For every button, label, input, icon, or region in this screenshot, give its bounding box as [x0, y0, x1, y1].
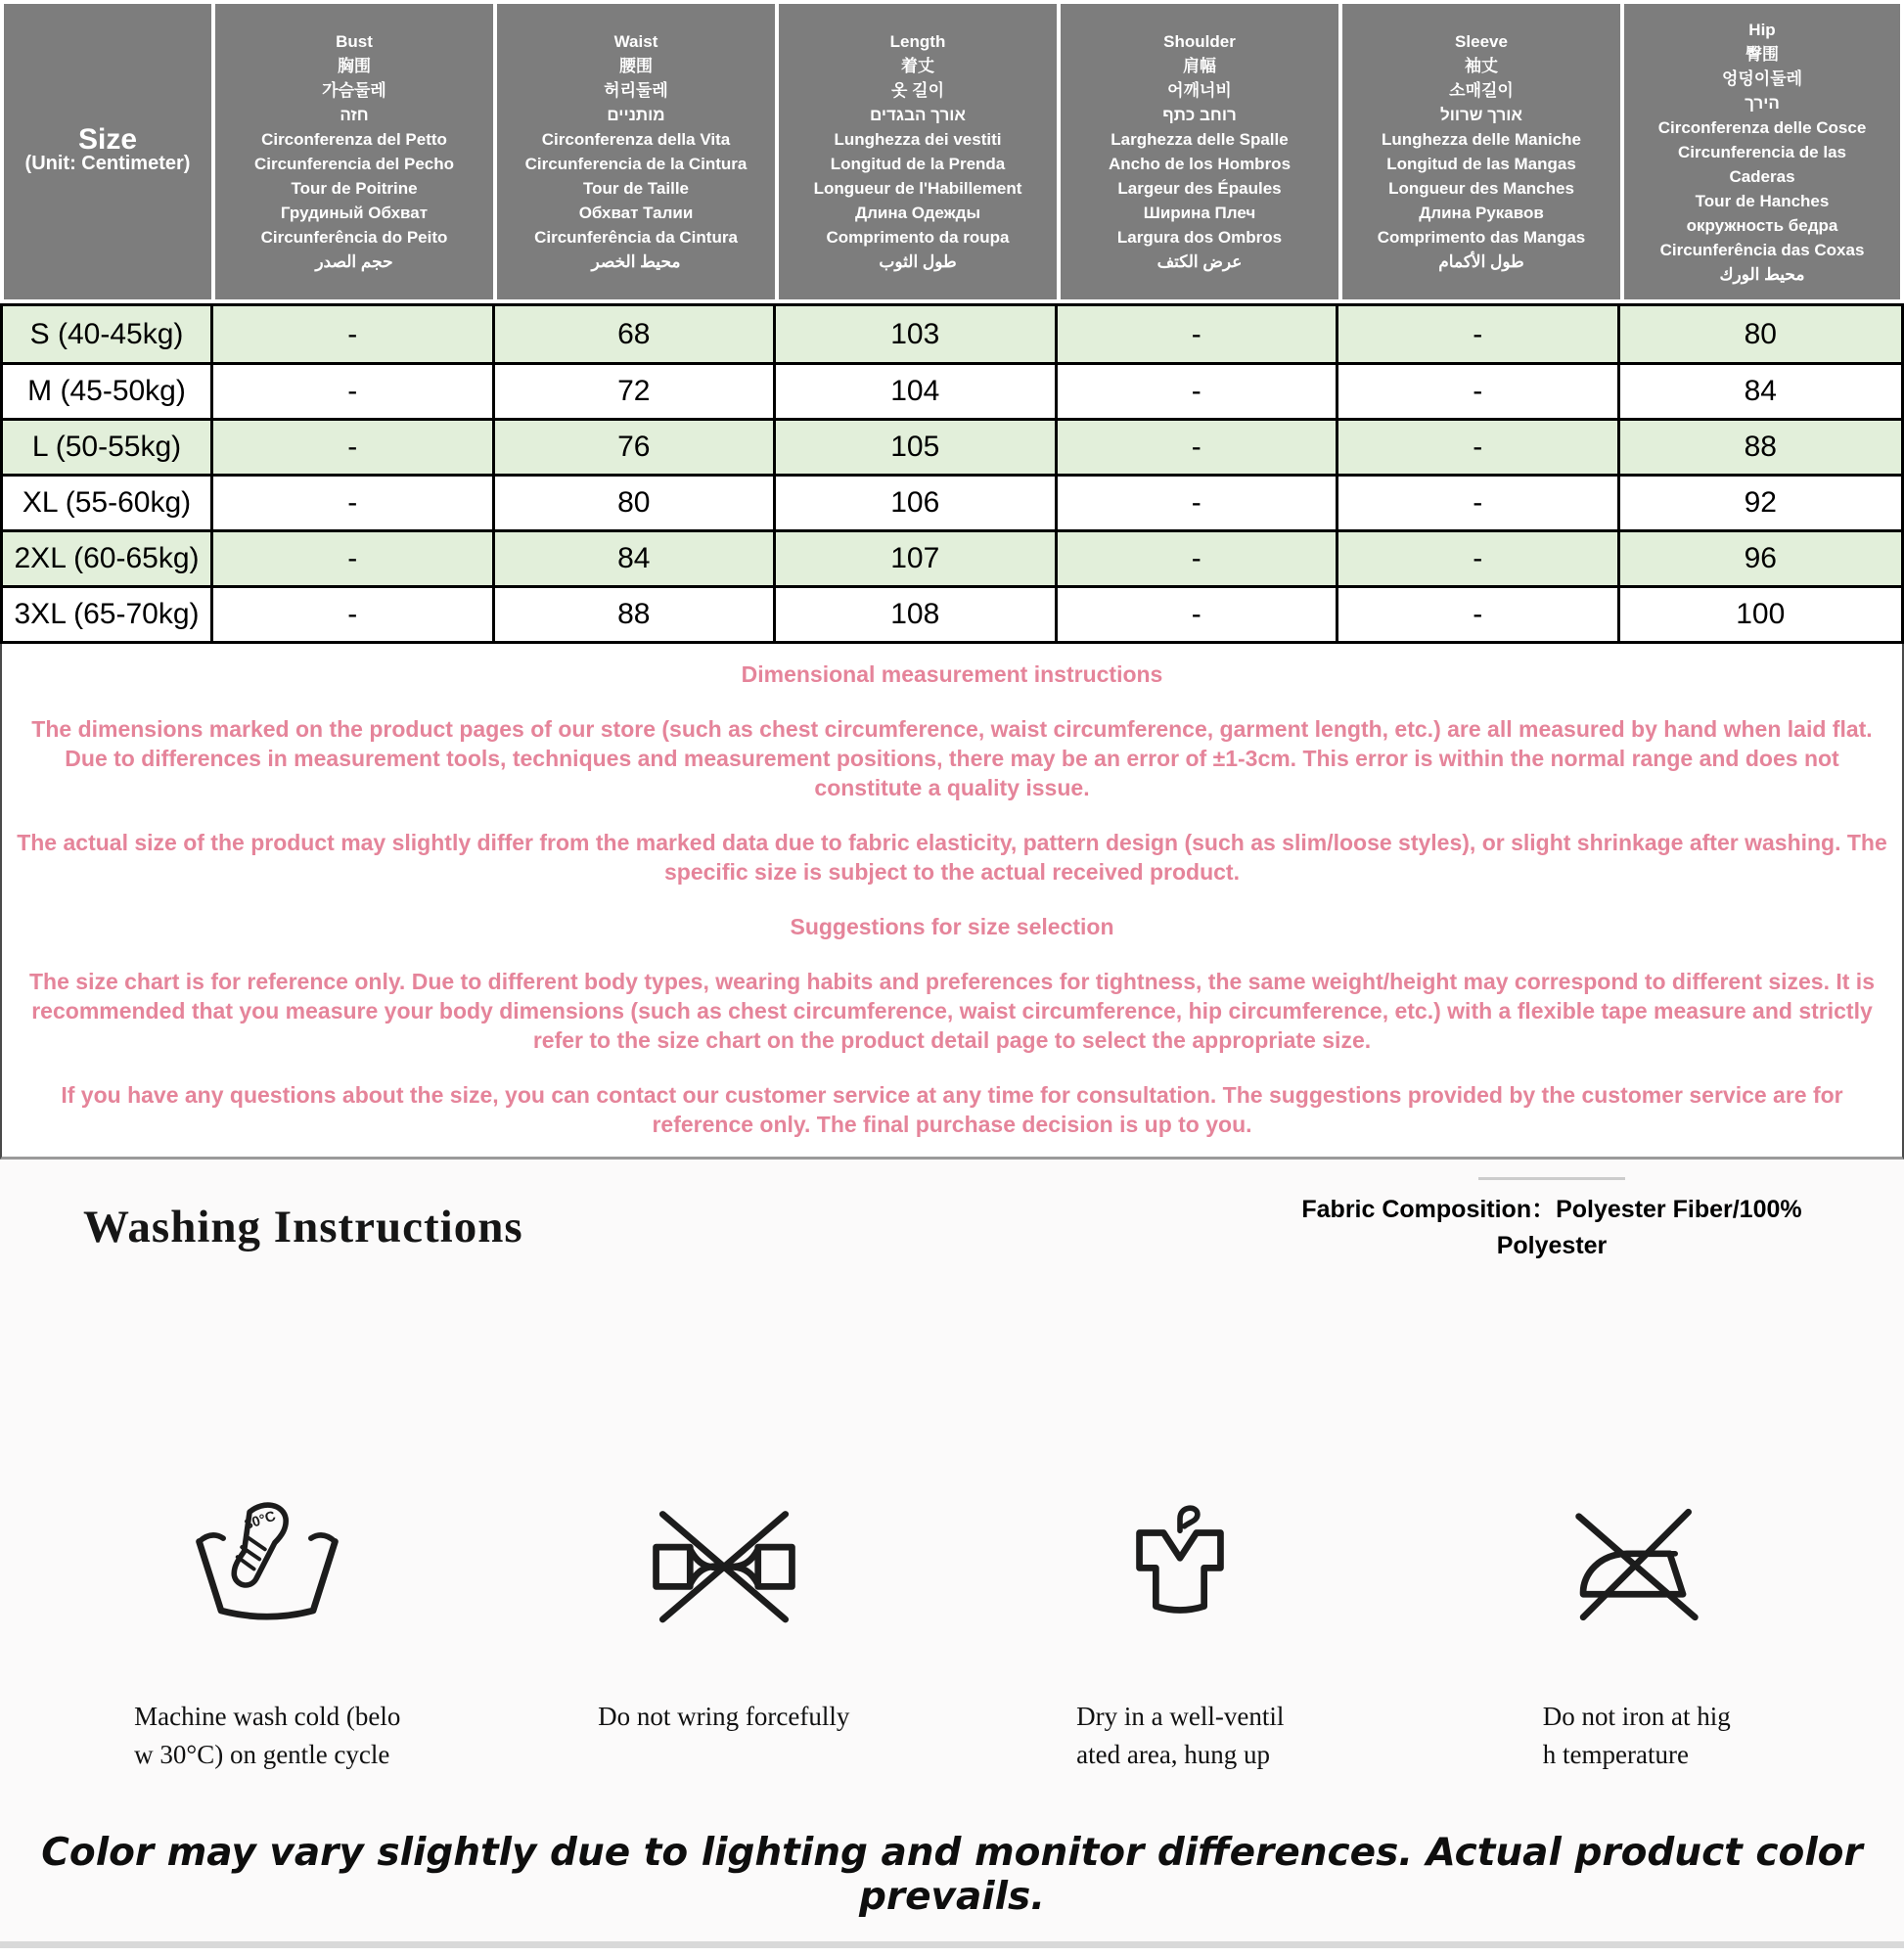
shoulder-value: - — [1058, 529, 1339, 585]
header-line: Длина Рукавов — [1419, 204, 1544, 222]
shoulder-value: - — [1058, 585, 1339, 641]
column-header-length — [779, 4, 1057, 299]
header-line: Bust — [336, 32, 373, 51]
header-line: Larghezza delle Spalle — [1111, 130, 1289, 149]
hip-value: 88 — [1620, 418, 1902, 474]
fabric-composition-line: Fabric Composition：Polyester Fiber/100% — [1301, 1196, 1802, 1223]
header-line: Tour de Hanches — [1695, 191, 1830, 210]
header-line: Circonferenza delle Cosce — [1657, 117, 1867, 137]
header-line: Обхват Талии — [578, 204, 694, 222]
waist-value: 76 — [495, 418, 777, 474]
table-body — [0, 303, 1904, 644]
shoulder-value: - — [1058, 306, 1339, 362]
hang-dry-icon — [1098, 1482, 1262, 1647]
hip-value: 100 — [1620, 585, 1902, 641]
header-line: Circunferencia de las — [1678, 142, 1846, 161]
header-line: Circonferenza della Vita — [541, 130, 731, 149]
column-header-size — [4, 4, 211, 299]
header-line: Ancho de los Hombros — [1108, 155, 1292, 173]
size-header-title: Size — [77, 123, 138, 156]
header-line: Грудиный Обхват — [280, 204, 429, 222]
sleeve-value: - — [1338, 362, 1620, 418]
header-line: 옷 길이 — [891, 81, 944, 100]
do-not-wring-icon — [642, 1482, 806, 1647]
length-value: 105 — [776, 418, 1058, 474]
divider-dash — [1478, 1177, 1625, 1180]
column-header-waist — [497, 4, 775, 299]
header-line: Lunghezza dei vestiti — [834, 130, 1002, 149]
sleeve-value: - — [1338, 306, 1620, 362]
bust-value: - — [213, 529, 495, 585]
sleeve-value: - — [1338, 529, 1620, 585]
header-line: Circunferência das Coxas — [1659, 240, 1865, 259]
column-header-bust — [215, 4, 493, 299]
header-line: חזה — [340, 106, 369, 124]
header-line: Lunghezza delle Maniche — [1381, 130, 1582, 149]
notes-section — [0, 644, 1904, 1160]
header-line: محيط الخصر — [591, 252, 681, 271]
header-line: 어깨너비 — [1167, 81, 1232, 100]
sleeve-value: - — [1338, 474, 1620, 529]
header-line: Longitud de la Prenda — [830, 155, 1006, 173]
header-line: Waist — [613, 32, 658, 51]
care-item-do-not-wring — [514, 1482, 934, 1774]
header-line: طول الأكمام — [1438, 252, 1524, 271]
header-line: 엉덩이둘레 — [1721, 68, 1803, 88]
header-line: окружность бедра — [1686, 215, 1838, 235]
table-header-row — [0, 0, 1904, 303]
header-line: Длина Одежды — [855, 204, 980, 222]
measurement-paragraph-2: The actual size of the product may slightly differ from the marked data due to fabric elasticity, pattern design (such as slim/loose styles), or slight shrinkage after washing. The specific size is subject to the actual received product. — [17, 830, 1887, 885]
table-row-l — [3, 418, 1901, 474]
header-line: אורך הבגדים — [870, 106, 966, 124]
care-item-machine-wash — [57, 1482, 477, 1774]
hip-value: 96 — [1620, 529, 1902, 585]
machine-wash-cold-icon — [185, 1482, 349, 1647]
shoulder-value: - — [1058, 418, 1339, 474]
size-cell: L (50-55kg) — [3, 418, 213, 474]
size-cell: M (45-50kg) — [3, 362, 213, 418]
sleeve-value: - — [1338, 585, 1620, 641]
care-caption-machine-wash — [134, 1698, 400, 1774]
column-header-hip — [1624, 4, 1900, 299]
caption-line: ated area, hung up — [1076, 1740, 1271, 1769]
header-line: אורך שרוול — [1440, 106, 1522, 124]
table-row-3xl — [3, 585, 1901, 641]
care-icons-row — [0, 1482, 1904, 1774]
size-header-unit: (Unit: Centimeter) — [24, 153, 191, 174]
header-line: Ширина Плеч — [1143, 204, 1256, 222]
care-caption-do-not-wring — [598, 1698, 849, 1736]
care-item-do-not-iron — [1427, 1482, 1847, 1774]
caption-line: h temperature — [1542, 1740, 1689, 1769]
header-line: حجم الصدر — [315, 252, 393, 271]
size-selection-paragraph-2: If you have any questions about the size, you can contact our customer service at any time for consultation. The suggestions provided by the customer service are for reference only. The final purchase decision is up to you. — [61, 1082, 1843, 1137]
waist-value: 84 — [495, 529, 777, 585]
header-line: Tour de Taille — [583, 179, 689, 198]
fabric-composition — [1258, 1177, 1845, 1264]
header-line: Comprimento da roupa — [826, 228, 1010, 247]
color-disclaimer: Color may vary slightly due to lighting and monitor differences. Actual product color prevails. — [41, 1831, 1863, 1919]
washing-section — [0, 1160, 1904, 1948]
bottom-bar — [0, 1941, 1904, 1948]
header-line: Circunferencia del Pecho — [253, 155, 455, 173]
bust-value: - — [213, 306, 495, 362]
header-line: Comprimento das Mangas — [1377, 228, 1586, 247]
do-not-iron-icon — [1555, 1482, 1719, 1647]
header-line: 胸围 — [338, 57, 371, 75]
bust-value: - — [213, 418, 495, 474]
waist-value: 72 — [495, 362, 777, 418]
size-cell: XL (55-60kg) — [3, 474, 213, 529]
bust-value: - — [213, 474, 495, 529]
header-line: Circunferência do Peito — [260, 228, 448, 247]
table-row-2xl — [3, 529, 1901, 585]
header-line: Circunferencia de la Cintura — [524, 155, 748, 173]
header-line: Caderas — [1729, 166, 1795, 186]
header-line: 着丈 — [901, 57, 934, 75]
header-line: Circonferenza del Petto — [261, 130, 447, 149]
care-caption-do-not-iron — [1543, 1698, 1731, 1774]
fabric-composition-line: Polyester — [1496, 1232, 1608, 1259]
column-header-sleeve — [1342, 4, 1620, 299]
column-header-shoulder — [1061, 4, 1338, 299]
header-line: 肩幅 — [1183, 57, 1216, 75]
header-line: عرض الكتف — [1156, 252, 1243, 271]
hip-value: 84 — [1620, 362, 1902, 418]
waist-value: 80 — [495, 474, 777, 529]
hip-value: 92 — [1620, 474, 1902, 529]
header-line: רוחב כתף — [1162, 106, 1237, 124]
caption-line: Machine wash cold (belo — [134, 1702, 401, 1731]
table-row-xl — [3, 474, 1901, 529]
header-line: طول الثوب — [879, 252, 957, 271]
shoulder-value: - — [1058, 474, 1339, 529]
caption-line: w 30°C) on gentle cycle — [134, 1740, 390, 1769]
measurement-paragraph-1: The dimensions marked on the product pages of our store (such as chest circumference, waist circumference, garment length, etc.) are all measured by hand when laid flat. Due to differences in measurement tools, techniques and measurement positions, there may be an error of ±1-3cm. This error is within the normal range and does not constitute a quality issue. — [31, 716, 1873, 800]
bust-value: - — [213, 585, 495, 641]
shoulder-value: - — [1058, 362, 1339, 418]
measurement-instructions-title: Dimensional measurement instructions — [741, 661, 1163, 687]
waist-value: 88 — [495, 585, 777, 641]
header-line: Longueur de l'Habillement — [813, 179, 1022, 198]
length-value: 106 — [776, 474, 1058, 529]
length-value: 107 — [776, 529, 1058, 585]
size-selection-paragraph-1: The size chart is for reference only. Due to different body types, wearing habits and preferences for tightness, the same weight/height may correspond to different sizes. It is recommended that you measure your body dimensions (such as chest circumference, waist circumference, hip circumference, etc.) with a flexible tape measure and strictly refer to the size chart on the product detail page to select the appropriate size. — [29, 969, 1875, 1053]
hip-value: 80 — [1744, 317, 1777, 350]
header-line: 臀围 — [1745, 44, 1779, 64]
size-cell: S (40-45kg) — [3, 306, 213, 362]
header-line: Length — [889, 32, 946, 51]
header-line: 袖丈 — [1465, 57, 1498, 75]
header-line: Sleeve — [1455, 32, 1508, 51]
caption-line: Do not iron at hig — [1542, 1702, 1731, 1731]
waist-value: 68 — [495, 306, 777, 362]
size-cell: 3XL (65-70kg) — [3, 585, 213, 641]
length-value: 108 — [776, 585, 1058, 641]
length-value: 104 — [776, 362, 1058, 418]
header-line: Largura dos Ombros — [1116, 228, 1283, 247]
header-line: Circunferência da Cintura — [534, 228, 738, 247]
header-line: הירך — [1745, 93, 1780, 113]
header-line: محيط الورك — [1719, 264, 1805, 284]
sleeve-value: - — [1338, 418, 1620, 474]
header-line: 허리둘레 — [604, 81, 668, 100]
care-caption-hang-dry — [1076, 1698, 1284, 1774]
caption-line: Do not wring forcefully — [598, 1702, 850, 1731]
header-line: Longueur des Manches — [1388, 179, 1574, 198]
header-line: Tour de Poitrine — [291, 179, 418, 198]
header-line: Longitud de las Mangas — [1386, 155, 1576, 173]
washing-instructions-title: Washing Instructions — [83, 1202, 523, 1252]
table-row-s — [3, 306, 1901, 362]
header-line: 腰围 — [619, 57, 653, 75]
size-selection-title: Suggestions for size selection — [790, 914, 1114, 939]
care-item-hang-dry — [970, 1482, 1390, 1774]
size-cell: 2XL (60-65kg) — [3, 529, 213, 585]
length-value: 103 — [776, 306, 1058, 362]
bust-value: - — [213, 362, 495, 418]
caption-line: Dry in a well-ventil — [1076, 1702, 1285, 1731]
header-line: Largeur des Épaules — [1117, 179, 1282, 198]
header-line: Shoulder — [1163, 32, 1236, 51]
header-line: 가슴둘레 — [322, 81, 386, 100]
size-chart-table — [0, 0, 1904, 644]
wash-temp-label: 30°C — [243, 1508, 279, 1533]
header-line: 소매길이 — [1449, 81, 1514, 100]
header-line: Hip — [1748, 20, 1776, 39]
table-row-m — [3, 362, 1901, 418]
header-line: מותניים — [607, 106, 665, 124]
